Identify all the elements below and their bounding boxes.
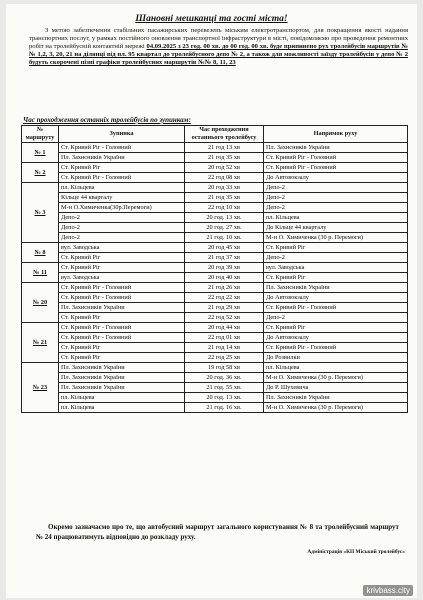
stop-cell: Пл. Захисників України (59, 373, 185, 383)
time-cell: 21 год. 10 хв. (185, 233, 264, 243)
direction-cell: Ст. Кривий Ріг (264, 273, 408, 283)
time-cell: 21 год 35 хв (185, 153, 264, 163)
stop-cell: пл. Кільцева (59, 183, 185, 193)
table-row (22, 223, 408, 233)
table-row (22, 273, 408, 283)
header-time: Час проходження останнього тролейбусу (185, 126, 264, 143)
stop-cell: Депо-2 (59, 213, 185, 223)
direction-cell: До Автовокзалу (264, 293, 408, 303)
route-cell: № 8 (22, 243, 59, 263)
route-cell: № 23 (22, 363, 59, 413)
time-cell: 20 год 44 хв (185, 323, 264, 333)
time-cell: 21 год 26 хв (185, 283, 264, 293)
direction-cell: Пл. Захисників України (264, 393, 408, 403)
table-row (22, 303, 408, 313)
stop-cell: Ст. Кривий Ріг (59, 163, 185, 173)
notice-sheet (6, 4, 417, 598)
direction-cell: Ст. Кривий Ріг - Головний (264, 153, 408, 163)
time-cell: 22 год 52 хв (185, 313, 264, 323)
table-row (22, 233, 408, 243)
stop-cell: Пл. Захисників України (59, 363, 185, 373)
time-cell: 20 год. 13 хв. (185, 213, 264, 223)
route-cell: № 1 (22, 143, 59, 163)
schedule-table (21, 125, 408, 413)
stop-cell: Кільце 44 кварталу (59, 193, 185, 203)
direction-cell: Ст. Кривий Ріг - Головний (264, 303, 408, 313)
time-cell: 20 год. 27 хв. (185, 223, 264, 233)
intro-paragraph (29, 27, 408, 67)
intro-highlight: 04.09.2025 з 23 год. 00 хв. до 00 год. 00 хв. буде припинено рух тролейбусів маршрутів №№ 1,2, 3, 20, 21 на ділянці від пл. 95 квартал до тролейбусного депо № 2, а також для можливості заїзду тролейбусів у депо № 2 будуть скорочені пізні графіки тролейбусних маршрутів №№ 8, 11, 23 (29, 43, 408, 67)
stop-cell: Ст. Кривий Ріг - Головний (59, 173, 185, 183)
direction-cell: До Розвилки (264, 353, 408, 363)
direction-cell: До Кільце 44 кварталу (264, 223, 408, 233)
stop-cell: Ст. Кривий Ріг (59, 253, 185, 263)
time-cell: 21 год 14 хв (185, 343, 264, 353)
time-cell: 22 год 10 хв (185, 203, 264, 213)
stop-cell: Ст. Кривий Ріг (59, 353, 185, 363)
stop-cell: Ст. Кривий Ріг - Головний (59, 323, 185, 333)
stop-cell: Ст. Кривий Ріг - Головний (59, 143, 185, 153)
time-cell: 21 год. 16 хв. (185, 403, 264, 413)
route-cell: № 3 (22, 183, 59, 243)
table-row (22, 283, 408, 293)
stop-cell: Пл. Захисників України (59, 303, 185, 313)
time-cell: 21 год 35 хв (185, 193, 264, 203)
stop-cell: вул. Заводська (59, 243, 185, 253)
direction-cell: М-н О. Химиченка (30 р. Перемоги) (264, 403, 408, 413)
time-cell: 20 год. 36 хв. (185, 373, 264, 383)
stop-cell: Пл. Захисників України (59, 383, 185, 393)
direction-cell: Пл. Захисників України (264, 143, 408, 153)
table-row (22, 373, 408, 383)
direction-cell: Депо-2 (264, 203, 408, 213)
stop-cell: Депо-2 (59, 233, 185, 243)
table-row (22, 143, 408, 153)
direction-cell: Ст. Кривий Ріг - Головний (264, 163, 408, 173)
time-cell: 20 год 40 хв (185, 273, 264, 283)
time-cell: 21 год 37 хв (185, 253, 264, 263)
table-row (22, 263, 408, 273)
time-cell: 20 год 39 хв (185, 263, 264, 273)
table-row (22, 153, 408, 163)
time-cell: 20 год. 13 хв. (185, 393, 264, 403)
stop-cell: Пл. Захисників України (59, 153, 185, 163)
direction-cell: пл. Кільцева (264, 213, 408, 223)
direction-cell: До Автовокзалу (264, 333, 408, 343)
table-row (22, 213, 408, 223)
table-row (22, 313, 408, 323)
route-cell: № 20 (22, 283, 59, 323)
stop-cell: Ст. Кривий Ріг (59, 263, 185, 273)
direction-cell: вул. Заводська (264, 263, 408, 273)
time-cell: 22 год 01 хв (185, 333, 264, 343)
direction-cell: Ст. Кривий Ріг (264, 243, 408, 253)
direction-cell: Депо-2 (264, 313, 408, 323)
table-row (22, 383, 408, 393)
signature: Адміністрація «КП Міський тролейбус» (307, 549, 405, 555)
time-cell: 20 год 45 хв (185, 243, 264, 253)
time-cell: 21 год. 55 хв. (185, 383, 264, 393)
time-cell: 19 год 58 хв (185, 363, 264, 373)
table-row (22, 193, 408, 203)
time-cell: 20 год 52 хв (185, 163, 264, 173)
table-row (22, 253, 408, 263)
stop-cell: Ст. Кривий Ріг (59, 343, 185, 353)
header-direction: Напрямок руху (264, 126, 408, 143)
notice-title: Шановні мешканці та гості міста! (135, 14, 288, 24)
time-cell: 21 год 13 хв (185, 143, 264, 153)
table-row (22, 393, 408, 403)
stop-cell: Ст. Кривий Ріг - Головний (59, 283, 185, 293)
direction-cell: Депо-2 (264, 253, 408, 263)
stop-cell: Ст. Кривий Ріг (59, 313, 185, 323)
table-row (22, 333, 408, 343)
stop-cell: Ст. Кривий Ріг - Головний (59, 333, 185, 343)
direction-cell: М-н О. Химиченка (30 р. Перемоги) (264, 373, 408, 383)
header-route: № маршруту (22, 126, 59, 143)
direction-cell: М-н О. Химиченка (30 р. Перемоги) (264, 233, 408, 243)
direction-cell: пл. Кільцева (264, 363, 408, 373)
route-cell: № 21 (22, 323, 59, 363)
table-row (22, 403, 408, 413)
table-row (22, 243, 408, 253)
table-row (22, 293, 408, 303)
table-row (22, 343, 408, 353)
time-cell: 21 год 29 хв (185, 303, 264, 313)
table-header-row (22, 126, 408, 143)
time-cell: 22 год 25 хв (185, 353, 264, 363)
footer-note: Окремо зазначаємо про те, що автобусний маршрут загального користування № 8 та тролейбусний маршрут № 24 працюватимуть відповідно до розкладу руху. (36, 523, 399, 541)
table-row (22, 323, 408, 333)
table-row (22, 173, 408, 183)
direction-cell: До Р. Шухевича (264, 383, 408, 393)
time-cell: 22 год 08 хв (185, 173, 264, 183)
time-cell: 22 год 22 хв (185, 293, 264, 303)
table-row (22, 183, 408, 193)
direction-cell: Ст. Кривий Ріг (264, 323, 408, 333)
stop-cell: пл. Кільцева (59, 403, 185, 413)
time-cell: 20 год 33 хв (185, 183, 264, 193)
schedule-subheading: Час проходження останніх тролейбусів по зупинкам: (23, 116, 191, 124)
direction-cell: Депо-2 (264, 193, 408, 203)
stop-cell: пл. Кільцева (59, 393, 185, 403)
direction-cell: Ст. Кривий Ріг - Головний (264, 343, 408, 353)
route-cell: № 2 (22, 163, 59, 183)
route-cell: № 11 (22, 263, 59, 283)
schedule-body (22, 143, 408, 413)
table-row (22, 203, 408, 213)
intro-text: З метою забезпечення стабільних пасажирських перевезень міським електротранспортом, для покращення якості надання транспортних послуг, у рамках постійного оновлення транспортної інфраструктури в місті, повідомляємо про проведення ремонтних робіт на тролейбусній контактній мережі (29, 27, 408, 51)
direction-cell: Депо-2 (264, 183, 408, 193)
stop-cell: Ст. Кривий Ріг - Головний (59, 293, 185, 303)
direction-cell: До Автовокзалу (264, 173, 408, 183)
stop-cell: М-н О.Химиченка(30р.Перемоги) (59, 203, 185, 213)
stop-cell: Депо-2 (59, 223, 185, 233)
table-row (22, 353, 408, 363)
header-stop: Зупинка (59, 126, 185, 143)
table-row (22, 163, 408, 173)
watermark-logo: krivbass.city (363, 585, 413, 596)
table-row (22, 363, 408, 373)
stop-cell: вул. Заводська (59, 273, 185, 283)
direction-cell: Пл. Захисників України (264, 283, 408, 293)
